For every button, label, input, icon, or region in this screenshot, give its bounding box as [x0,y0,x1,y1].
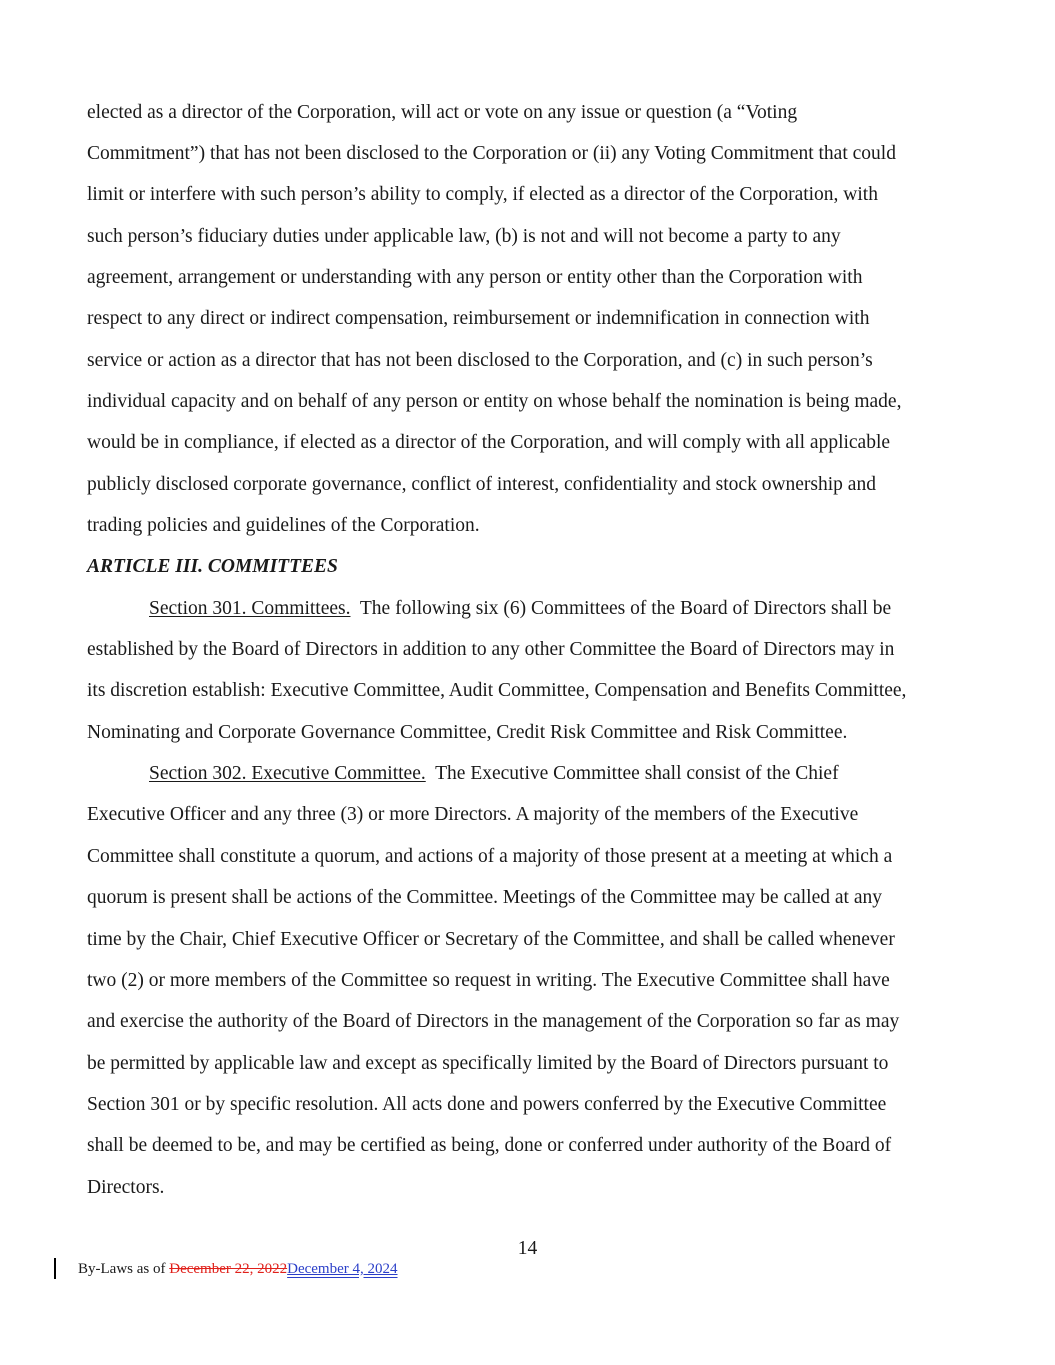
body-line: respect to any direct or indirect compensation, reimbursement or indemnification in connection with [87,308,870,329]
section-301-first-line [149,597,891,621]
body-line: Section 301 or by specific resolution. All acts done and powers conferred by the Executive Committee [87,1094,887,1115]
section-302-first-line [149,762,839,786]
section-302-title: Section 302. Executive Committee. [149,763,426,784]
footer-prefix: By-Laws as of [78,1261,170,1277]
body-line: publicly disclosed corporate governance, conflict of interest, confidentiality and stock ownership and [87,474,876,495]
section-302-text: The Executive Committee shall consist of the Chief [425,763,839,784]
article-heading: ARTICLE III. COMMITTEES [87,556,338,577]
body-line: elected as a director of the Corporation, will act or vote on any issue or question (a “Voting [87,102,798,123]
body-line: Commitment”) that has not been disclosed to the Corporation or (ii) any Voting Commitment that could [87,143,896,164]
body-line: agreement, arrangement or understanding with any person or entity other than the Corporation with [87,267,863,288]
body-line: Executive Officer and any three (3) or more Directors. A majority of the members of the Executive [87,804,859,825]
deleted-date: December 22, 2022 [169,1261,288,1277]
section-301-title: Section 301. Committees. [149,598,351,619]
body-line: individual capacity and on behalf of any person or entity on whose behalf the nomination is being made, [87,391,902,412]
body-line: shall be deemed to be, and may be certified as being, done or conferred under authority of the Board of [87,1135,892,1156]
inserted-date: December 4, 2024 [287,1261,398,1277]
body-line: established by the Board of Directors in addition to any other Committee the Board of Directors may in [87,639,895,660]
body-line: trading policies and guidelines of the Corporation. [87,515,480,536]
body-line: its discretion establish: Executive Committee, Audit Committee, Compensation and Benefits Committee, [87,680,907,701]
body-line: such person’s fiduciary duties under applicable law, (b) is not and will not become a party to any [87,226,841,247]
section-301-text: The following six (6) Committees of the Board of Directors shall be [350,598,892,619]
body-line: two (2) or more members of the Committee so request in writing. The Executive Committee shall have [87,970,890,991]
body-line: and exercise the authority of the Board of Directors in the management of the Corporation so far as may [87,1011,900,1032]
page-number: 14 [517,1238,538,1259]
body-line: be permitted by applicable law and except as specifically limited by the Board of Directors pursuant to [87,1053,889,1074]
body-line: would be in compliance, if elected as a director of the Corporation, and will comply with all applicable [87,432,891,453]
footer [78,1259,398,1279]
body-line: Directors. [87,1177,165,1198]
body-line: service or action as a director that has not been disclosed to the Corporation, and (c) in such person’s [87,350,873,371]
body-line: Committee shall constitute a quorum, and actions of a majority of those present at a meeting at which a [87,846,893,867]
body-line: Nominating and Corporate Governance Committee, Credit Risk Committee and Risk Committee. [87,722,848,743]
body-line: limit or interfere with such person’s ability to comply, if elected as a director of the Corporation, with [87,184,878,205]
body-line: time by the Chair, Chief Executive Officer or Secretary of the Committee, and shall be called whenever [87,929,895,950]
body-line: quorum is present shall be actions of the Committee. Meetings of the Committee may be called at any [87,887,882,908]
change-bar [54,1258,56,1279]
